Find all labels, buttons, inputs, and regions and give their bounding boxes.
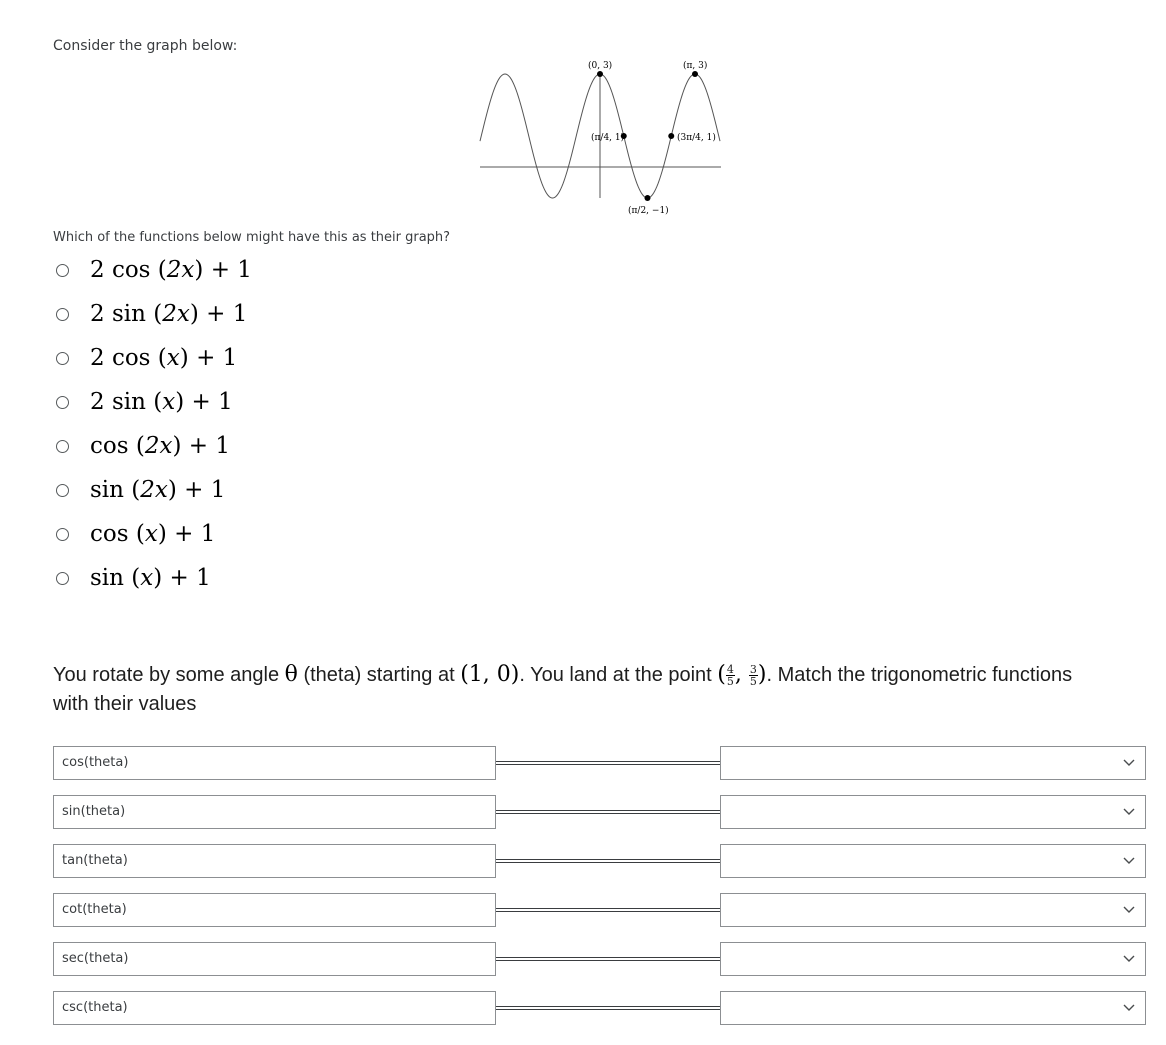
option-label: sin (x) + 1 (90, 565, 211, 591)
chevron-down-icon (1123, 807, 1135, 817)
answer-option[interactable] (53, 516, 215, 552)
connector-line (496, 810, 720, 811)
answer-option[interactable] (53, 472, 225, 508)
option-label: cos (2x) + 1 (90, 433, 230, 459)
point-label-0-3: (0, 3) (588, 61, 613, 71)
answer-option[interactable] (53, 384, 233, 420)
answer-option[interactable] (53, 252, 252, 288)
term-label: csc(theta) (53, 991, 496, 1025)
radio-button[interactable] (56, 484, 69, 497)
connector-line (496, 761, 720, 762)
option-label: 2 sin (2x) + 1 (90, 301, 248, 327)
value-dropdown[interactable] (720, 844, 1146, 878)
option-label: 2 cos (x) + 1 (90, 345, 238, 371)
chevron-down-icon (1123, 905, 1135, 915)
value-dropdown[interactable] (720, 795, 1146, 829)
radio-button[interactable] (56, 352, 69, 365)
q2-text-d: . Match the trigonometric functions with their values (53, 664, 1073, 715)
point-label-3pi4-1: (3π/4, 1) (677, 133, 716, 143)
radio-button[interactable] (56, 572, 69, 585)
answer-option[interactable] (53, 560, 211, 596)
answer-option[interactable] (53, 428, 230, 464)
term-label: tan(theta) (53, 844, 496, 878)
match-row (53, 844, 1146, 878)
x-fraction: $\frac{4}{5}$ (726, 663, 734, 689)
start-point: (1, 0) (460, 662, 520, 687)
term-label: cot(theta) (53, 893, 496, 927)
q2-text-c: . You land at the point (519, 664, 718, 686)
radio-button[interactable] (56, 264, 69, 277)
theta-symbol: θ (284, 662, 298, 687)
radio-button[interactable] (56, 308, 69, 321)
graph-point (692, 71, 698, 77)
match-row (53, 991, 1146, 1025)
radio-button[interactable] (56, 440, 69, 453)
chevron-down-icon (1123, 1003, 1135, 1013)
sinusoid-graph (478, 58, 723, 218)
connector-line (496, 859, 720, 860)
point-label-pi2-neg1: (π/2, −1) (628, 206, 669, 216)
match-row (53, 795, 1146, 829)
value-dropdown[interactable] (720, 942, 1146, 976)
value-dropdown[interactable] (720, 893, 1146, 927)
match-row (53, 942, 1146, 976)
value-dropdown[interactable] (720, 746, 1146, 780)
answer-option[interactable] (53, 296, 247, 332)
chevron-down-icon (1123, 758, 1135, 768)
question1-prompt: Consider the graph below: (53, 38, 238, 54)
graph-point (597, 71, 603, 77)
option-label: sin (2x) + 1 (90, 477, 226, 503)
chevron-down-icon (1123, 954, 1135, 964)
radio-button[interactable] (56, 528, 69, 541)
connector-line (496, 957, 720, 958)
q2-text-b: (theta) starting at (297, 664, 461, 686)
connector-line (496, 1006, 720, 1007)
chevron-down-icon (1123, 856, 1135, 866)
option-label: 2 cos (2x) + 1 (90, 257, 252, 283)
graph-point (645, 195, 651, 201)
match-row (53, 893, 1146, 927)
term-label: sin(theta) (53, 795, 496, 829)
question2-prompt: You rotate by some angle θ (theta) starting at (1, 0). You land at the point ( $\frac{4}{5}$ , $\frac{3}{5}$ ). Match the trigonometric functions with their values (53, 662, 1073, 715)
point-label-pi-3: (π, 3) (683, 61, 708, 71)
y-fraction: $\frac{3}{5}$ (749, 663, 757, 689)
term-label: sec(theta) (53, 942, 496, 976)
q2-text-a: You rotate by some angle (53, 664, 285, 686)
answer-option[interactable] (53, 340, 237, 376)
graph-point (668, 133, 674, 139)
question1-subprompt: Which of the functions below might have this as their graph? (53, 230, 451, 245)
term-label: cos(theta) (53, 746, 496, 780)
match-row (53, 746, 1146, 780)
radio-button[interactable] (56, 396, 69, 409)
value-dropdown[interactable] (720, 991, 1146, 1025)
point-label-pi4-1: (π/4, 1) (591, 133, 625, 143)
connector-line (496, 908, 720, 909)
option-label: 2 sin (x) + 1 (90, 389, 233, 415)
option-label: cos (x) + 1 (90, 521, 216, 547)
